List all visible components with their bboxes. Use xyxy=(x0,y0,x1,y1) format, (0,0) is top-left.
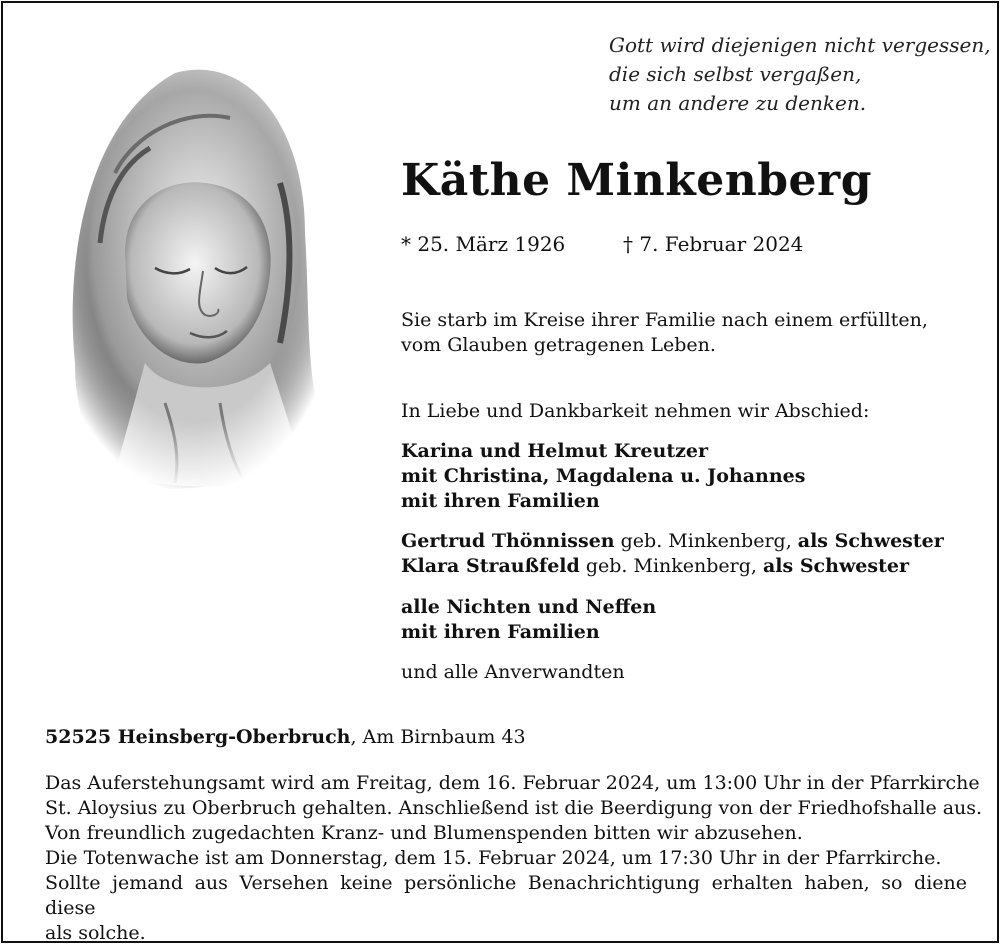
memorial-quote xyxy=(609,31,991,118)
notice-line: Das Auferstehungsamt wird am Freitag, dem 16. Februar 2024, um 13:00 Uhr in der Pfarrkirche xyxy=(45,772,980,794)
mourner-group xyxy=(401,595,656,645)
notice-line: als solche. xyxy=(45,922,146,944)
mourner-line: mit ihren Familien xyxy=(401,621,600,643)
address-street: , Am Birnbaum 43 xyxy=(350,726,526,748)
sister-line xyxy=(401,554,944,579)
address-city: 52525 Heinsberg-Oberbruch xyxy=(45,726,351,748)
mourner-line: mit Christina, Magdalena u. Johannes xyxy=(401,465,806,487)
quote-line: die sich selbst vergaßen, xyxy=(609,62,862,86)
farewell-line: In Liebe und Dankbarkeit nehmen wir Abschied: xyxy=(401,400,870,422)
sister-name: Klara Straußfeld xyxy=(401,555,580,577)
notice-line: Sollte jemand aus Versehen keine persönliche Benachrichtigung erhalten haben, so diene diese xyxy=(45,872,967,919)
sister-birth-name: geb. Minkenberg, xyxy=(614,530,798,552)
death-date: † 7. Februar 2024 xyxy=(623,232,804,256)
madonna-portrait-image xyxy=(55,63,331,493)
closing-line: und alle Anverwandten xyxy=(401,661,625,683)
sister-relation: als Schwester xyxy=(763,555,909,577)
mourner-group xyxy=(401,439,805,514)
notice-line: Von freundlich zugedachten Kranz- und Blumenspenden bitten wir abzusehen. xyxy=(45,822,803,844)
address xyxy=(45,725,526,750)
mourner-line: alle Nichten und Neffen xyxy=(401,596,657,618)
quote-line: um an andere zu denken. xyxy=(609,91,867,115)
sister-line xyxy=(401,529,944,554)
quote-line: Gott wird diejenigen nicht vergessen, xyxy=(609,33,991,57)
text-line: Sie starb im Kreise ihrer Familie nach einem erfüllten, xyxy=(401,309,928,331)
sister-birth-name: geb. Minkenberg, xyxy=(579,555,763,577)
sister-relation: als Schwester xyxy=(797,530,944,552)
notice-line: St. Aloysius zu Oberbruch gehalten. Anschließend ist die Beerdigung von der Friedhofshalle aus. xyxy=(45,797,983,819)
obituary-card xyxy=(1,1,999,943)
mourner-line: mit ihren Familien xyxy=(401,490,600,512)
notice-line: Die Totenwache ist am Donnerstag, dem 15. Februar 2024, um 17:30 Uhr in der Pfarrkirche. xyxy=(45,847,942,869)
birth-date: * 25. März 1926 xyxy=(401,232,566,256)
mourner-line: Karina und Helmut Kreutzer xyxy=(401,440,708,462)
sisters xyxy=(401,529,944,579)
text-line: vom Glauben getragenen Leben. xyxy=(401,334,716,356)
funeral-notice xyxy=(45,771,982,946)
sister-name: Gertrud Thönnissen xyxy=(401,530,615,552)
deceased-name: Käthe Minkenberg xyxy=(401,155,872,206)
death-statement xyxy=(401,308,928,358)
address-line xyxy=(45,725,526,750)
